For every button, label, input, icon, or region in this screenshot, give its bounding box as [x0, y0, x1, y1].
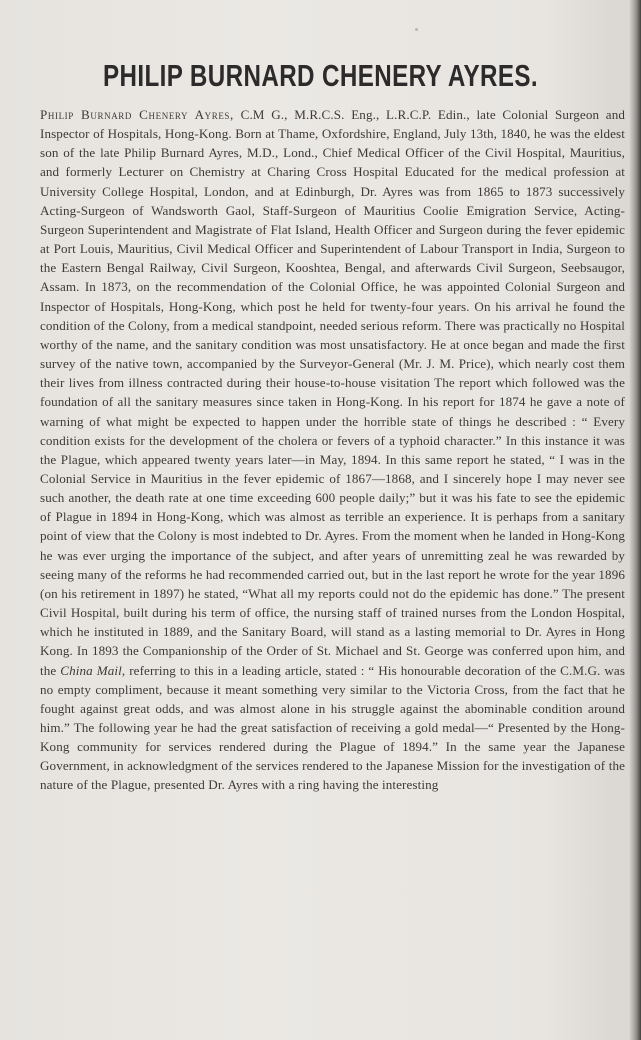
paper-speck: [415, 28, 418, 31]
biography-paragraph: [40, 105, 625, 795]
subject-name: Philip Burnard Chenery Ayres,: [40, 107, 234, 122]
page-title: PHILIP BURNARD CHENERY AYRES.: [103, 58, 538, 93]
page-edge-shadow: [629, 0, 641, 1040]
newspaper-title: China Mail: [60, 662, 122, 678]
paragraph-text-part-2: , referring to this in a leading article, stated : “ His honourable decoration of the C.M.G. was no empty compliment, because it meant something very similar to the Victoria Cross, from the fact that he fought against great odds, and was almost alone in his struggle against the abominable condition around him.” The following year he had the great satisfaction of receiving a gold medal—“ Presented by the Hong-Kong community for services rendered during the Plague of 1894.” In the same year the Japanese Government, in acknowledgment of the services rendered to the Japanese Mission for the investigation of the nature of the Plague, presented Dr. Ayres with a ring having the interesting: [40, 662, 626, 793]
paragraph-text-part-1: C.M G., M.R.C.S. Eng., L.R.C.P. Edin., late Colonial Surgeon and Inspector of Hospitals, Hong-Kong. Born at Thame, Oxfordshire, England, July 13th, 1840, he was the eldest son of the late Philip Burnard Ayres, M.D., Lond., Chief Medical Officer of the Civil Hospital, Mauritius, and formerly Lecturer on Chemistry at Charing Cross Hospital Educated for the medical profession at University College Hospital, London, and at Edinburgh, Dr. Ayres was from 1865 to 1873 successively Acting-Surgeon of Wandsworth Gaol, Staff-Surgeon of Mauritius Coolie Emigration Service, Acting-Surgeon Superintendent and Magistrate of Flat Island, Health Officer and Surgeon during the fever epidemic at Port Louis, Mauritius, Civil Medical Officer and Superintendent of Labour Transport in India, Surgeon to the Eastern Bengal Railway, Civil Surgeon, Kooshtea, Bengal, and afterwards Civil Surgeon, Seebsaugor, Assam. In 1873, on the recommendation of the Colonial Office, he was appointed Colonial Surgeon and Inspector of Hospitals, Hong-Kong, which post he held for twenty-four years. On his arrival he found the condition of the Colony, from a medical standpoint, needed serious reform. There was practically no Hospital worthy of the name, and the sanitary condition was most unsatisfactory. He at once began and made the first survey of the native town, accompanied by the Surveyor-General (Mr. J. M. Price), which nearly cost them their lives from illness contracted during their house-to-house visitation The report which followed was the foundation of all the sanitary measures since taken in Hong-Kong. In his report for 1874 he gave a note of warning of what might be expected to happen under the horrible state of things he described : “ Every condition exists for the development of the cholera or fevers of a typhoid character.” In this instance it was the Plague, which appeared twenty years later—in May, 1894. In this same report he stated, “ I was in the Colonial Service in Mauritius in the fever epidemic of 1867—1868, and I sincerely hope I may never see such another, the death rate at one time exceeding 600 people daily;” but it was his fate to see the epidemic of Plague in 1894 in Hong-Kong, which was almost as terrible an experience. It is perhaps from a sanitary point of view that the Colony is most indebted to Dr. Ayres. From the moment when he landed in Hong-Kong he was ever urging the importance of the subject, and after years of unremitting zeal he was rewarded by seeing many of the reforms he had recommended carried out, but in the last report he wrote for the year 1896 (on his retirement in 1897) he stated, “What all my reports could not do the epidemic has done.” The present Civil Hospital, built during his term of office, the nursing staff of trained nurses from the London Hospital, which he instituted in 1889, and the Sanitary Board, will stand as a lasting memorial to Dr. Ayres in Hong Kong. In 1893 the Companionship of the Order of St. Michael and St. George was conferred upon him, and the: [40, 107, 626, 678]
